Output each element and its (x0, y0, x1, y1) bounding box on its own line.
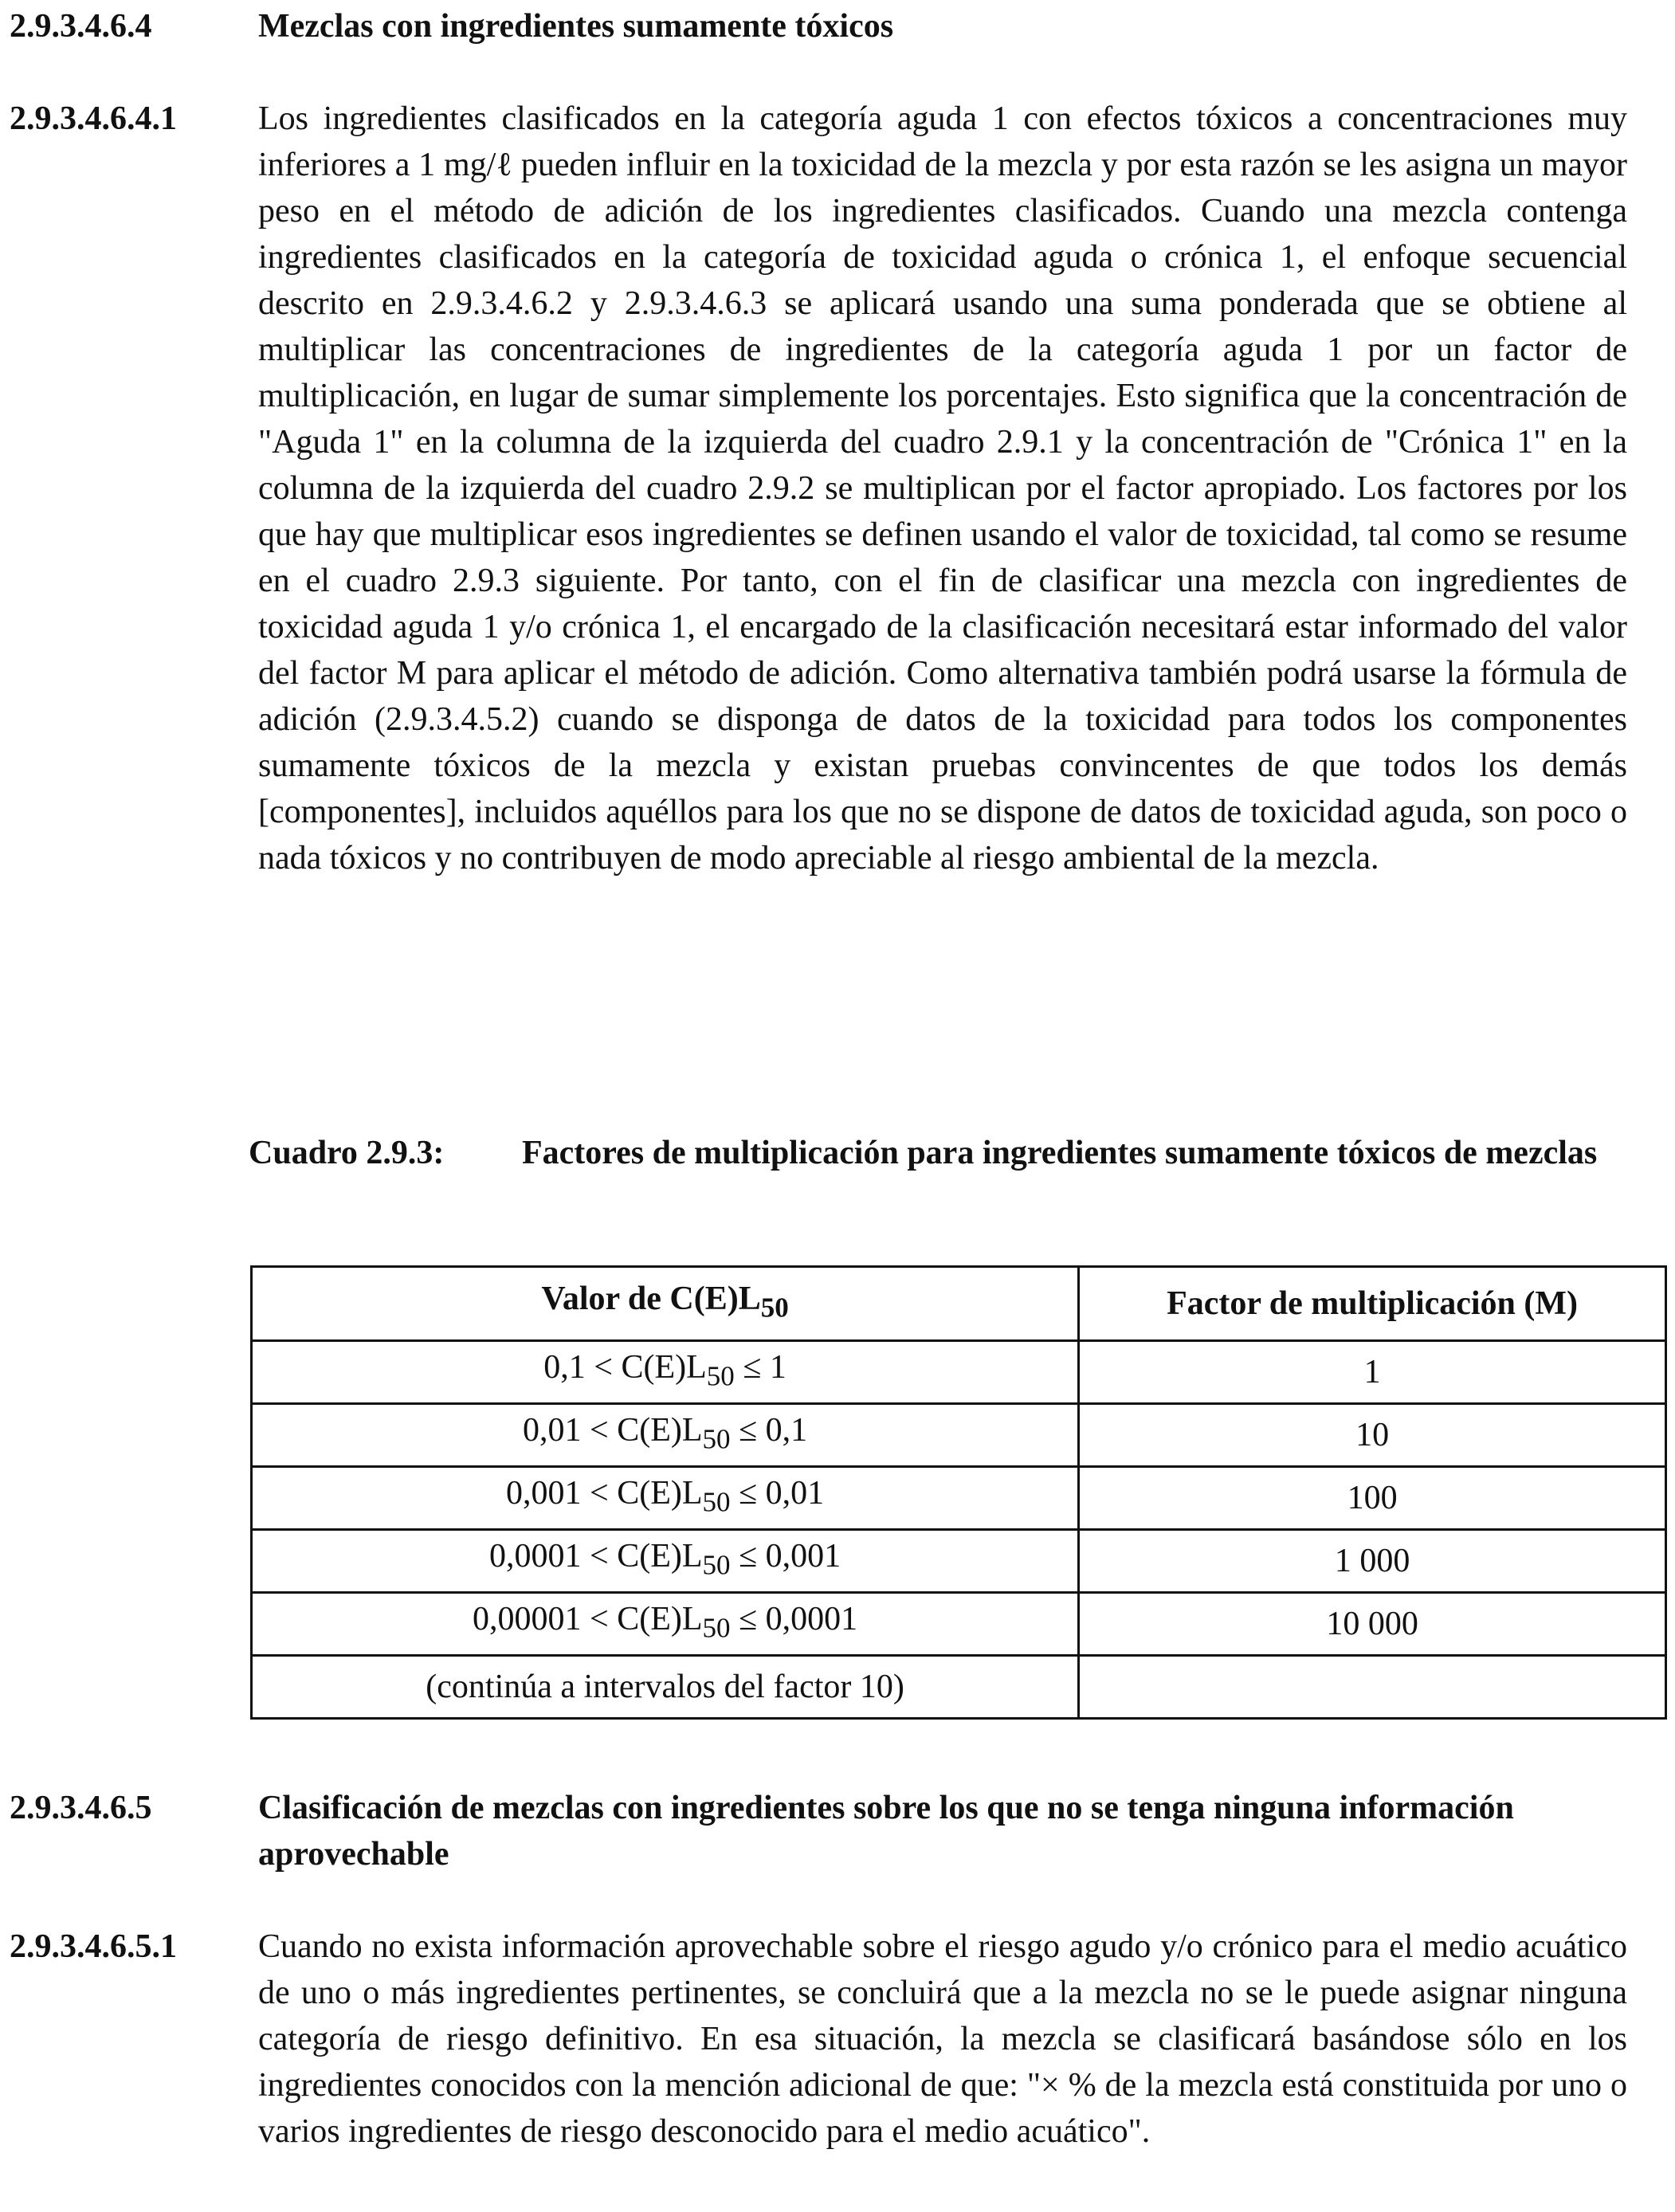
section-heading-2-9-3-4-6-4 (10, 3, 1627, 49)
section-heading-text: Clasificación de mezclas con ingredientes sobre los que no se tenga ninguna información aprovechable (258, 1790, 1514, 1873)
section-heading-2-9-3-4-6-5 (10, 1785, 1627, 1877)
paragraph-2-9-3-4-6-5-1 (10, 1924, 1627, 2155)
section-number: 2.9.3.4.6.5 (10, 1790, 152, 1826)
table-row (252, 1530, 1666, 1593)
table-cell-range: $0,0001 < C(E)L_{50} \le 0,001$ (252, 1530, 1079, 1593)
paragraph-text: Los ingredientes clasificados en la categoría aguda 1 con efectos tóxicos a concentraciones muy inferiores a 1 mg/ℓ pueden influir en la toxicidad de la mezcla y por esta razón se les asigna un mayor peso en el método de adición de los ingredientes clasificados. Cuando una mezcla contenga ingredientes clasificados en la categoría de toxicidad aguda o crónica 1, el enfoque secuencial descrito en 2.9.3.4.6.2 y 2.9.3.4.6.3 se aplicará usando una suma ponderada que se obtiene al multiplicar las concentraciones de ingredientes de la categoría aguda 1 por un factor de multiplicación, en lugar de sumar simplemente los porcentajes. Esto significa que la concentración de "Aguda 1" en la columna de la izquierda del cuadro 2.9.1 y la concentración de "Crónica 1" en la columna de la izquierda del cuadro 2.9.2 se multiplican por el factor apropiado. Los factores por los que hay que multiplicar esos ingredientes se definen usando el valor de toxicidad, tal como se resume en el cuadro 2.9.3 siguiente. Por tanto, con el fin de clasificar una mezcla con ingredientes de toxicidad aguda 1 y/o crónica 1, el encargado de la clasificación necesitará estar informado del valor del factor M para aplicar el método de adición. Como alternativa también podrá usarse la fórmula de adición (2.9.3.4.5.2) cuando se disponga de datos de la toxicidad para todos los componentes sumamente tóxicos de la mezcla y existan pruebas convincentes de que todos los demás [componentes], incluidos aquéllos para los que no se dispone de datos de toxicidad aguda, son poco o nada tóxicos y no contribuyen de modo apreciable al riesgo ambiental de la mezcla. (258, 100, 1627, 877)
table-cell-range: $0,01 < C(E)L_{50} \le 0,1$ (252, 1404, 1079, 1467)
table-header-lc50: Valor de $C(E)L_{50}$ (252, 1267, 1079, 1341)
table-cell-factor: 10 (1079, 1404, 1666, 1467)
table-header-factor: Factor de multiplicación (M) (1079, 1267, 1666, 1341)
table-cell-factor: 1 000 (1079, 1530, 1666, 1593)
section-heading-text: Mezclas con ingredientes sumamente tóxicos (258, 8, 894, 45)
table-cell-note: (continúa a intervalos del factor 10) (252, 1656, 1079, 1719)
section-number: 2.9.3.4.6.4 (10, 8, 152, 45)
table-cell-empty (1079, 1656, 1666, 1719)
paragraph-number: 2.9.3.4.6.4.1 (10, 100, 177, 137)
table-cell-factor: 1 (1079, 1341, 1666, 1404)
table-cell-range: $0,00001 < C(E)L_{50} \le 0,0001$ (252, 1593, 1079, 1656)
table-row (252, 1467, 1666, 1530)
table-cell-factor: 10 000 (1079, 1593, 1666, 1656)
table-row (252, 1404, 1666, 1467)
table-cell-factor: 100 (1079, 1467, 1666, 1530)
table-caption-prefix: Cuadro 2.9.3: (249, 1135, 445, 1171)
table-row (252, 1593, 1666, 1656)
paragraph-number: 2.9.3.4.6.5.1 (10, 1928, 177, 1965)
table-caption (249, 1130, 1627, 1176)
table-header-row (252, 1267, 1666, 1341)
table-cell-range: $0,001 < C(E)L_{50} \le 0,01$ (252, 1467, 1079, 1530)
paragraph-2-9-3-4-6-4-1 (10, 96, 1627, 881)
multiplication-factors-table (250, 1265, 1667, 1720)
table-cell-range: $0,1 < C(E)L_{50} \le 1$ (252, 1341, 1079, 1404)
paragraph-text: Cuando no exista información aprovechable sobre el riesgo agudo y/o crónico para el medio acuático de uno o más ingredientes pertinentes, se concluirá que a la mezcla no se le puede asignar ninguna categoría de riesgo definitivo. En esa situación, la mezcla se clasificará basándose sólo en los ingredientes conocidos con la mención adicional de que: "× % de la mezcla está constituida por uno o varios ingredientes de riesgo desconocido para el medio acuático". (258, 1928, 1627, 2150)
table-caption-text: Factores de multiplicación para ingredientes sumamente tóxicos de mezclas (522, 1135, 1598, 1171)
table-row (252, 1341, 1666, 1404)
table-row (252, 1656, 1666, 1719)
